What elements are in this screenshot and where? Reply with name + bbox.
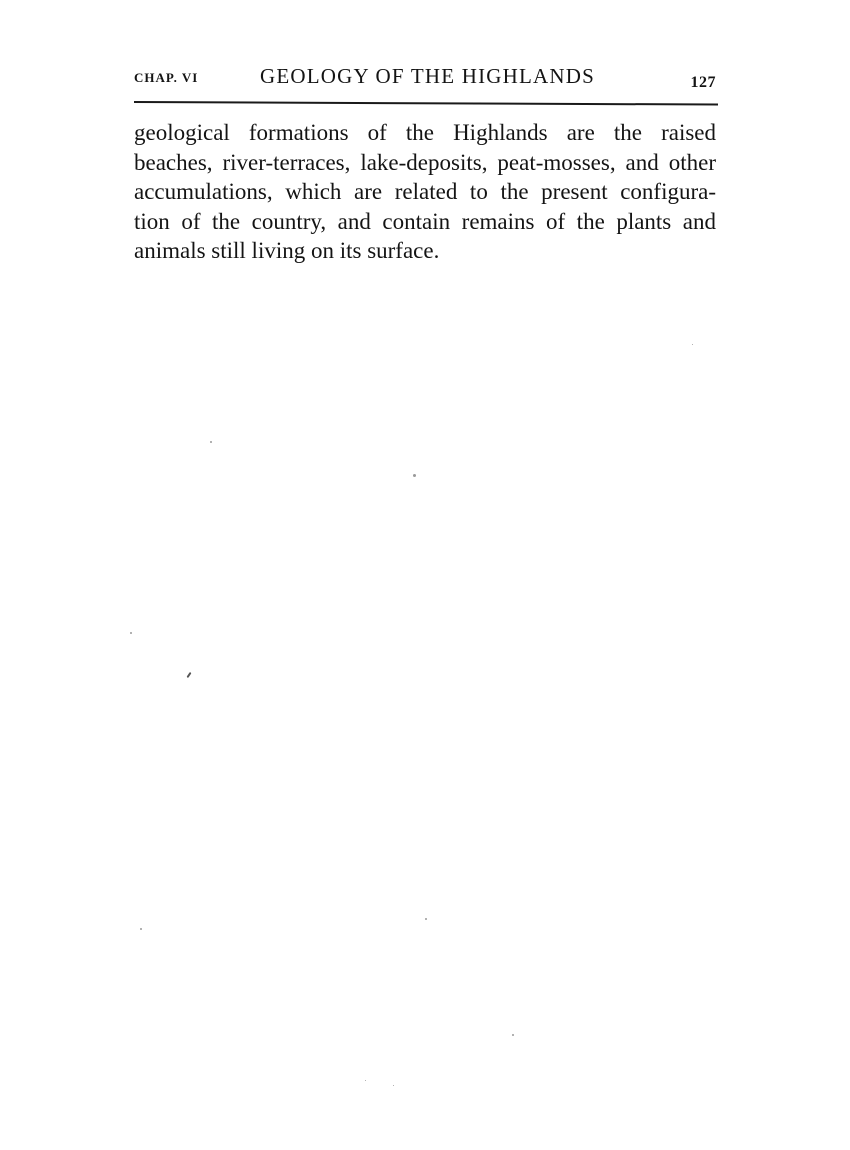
scan-speck — [365, 1080, 366, 1081]
text-line: geological formations of the Highlands are the raised — [134, 120, 716, 145]
text-line: accumulations, which are related to the present configura- — [134, 179, 716, 204]
chapter-label: CHAP. VI — [134, 70, 199, 85]
scan-speck — [186, 672, 191, 678]
scan-speck — [130, 632, 132, 634]
running-title: GEOLOGY OF THE HIGHLANDS — [260, 64, 596, 88]
text-line: beaches, river-terraces, lake-deposits, peat-mosses, and other — [134, 149, 716, 175]
scan-speck — [413, 474, 416, 477]
scan-speck — [692, 344, 693, 345]
scan-speck — [425, 918, 427, 920]
page-number: 127 — [690, 74, 716, 91]
scan-speck — [210, 441, 212, 443]
scan-speck — [140, 928, 142, 930]
scan-speck — [393, 1085, 394, 1086]
header-rule — [134, 101, 718, 106]
scan-speck — [512, 1034, 514, 1036]
running-head — [134, 64, 718, 100]
text-line: animals still living on its surface. — [134, 238, 440, 263]
body-paragraph — [134, 118, 716, 266]
text-line: tion of the country, and contain remains of the plants and — [134, 208, 716, 234]
